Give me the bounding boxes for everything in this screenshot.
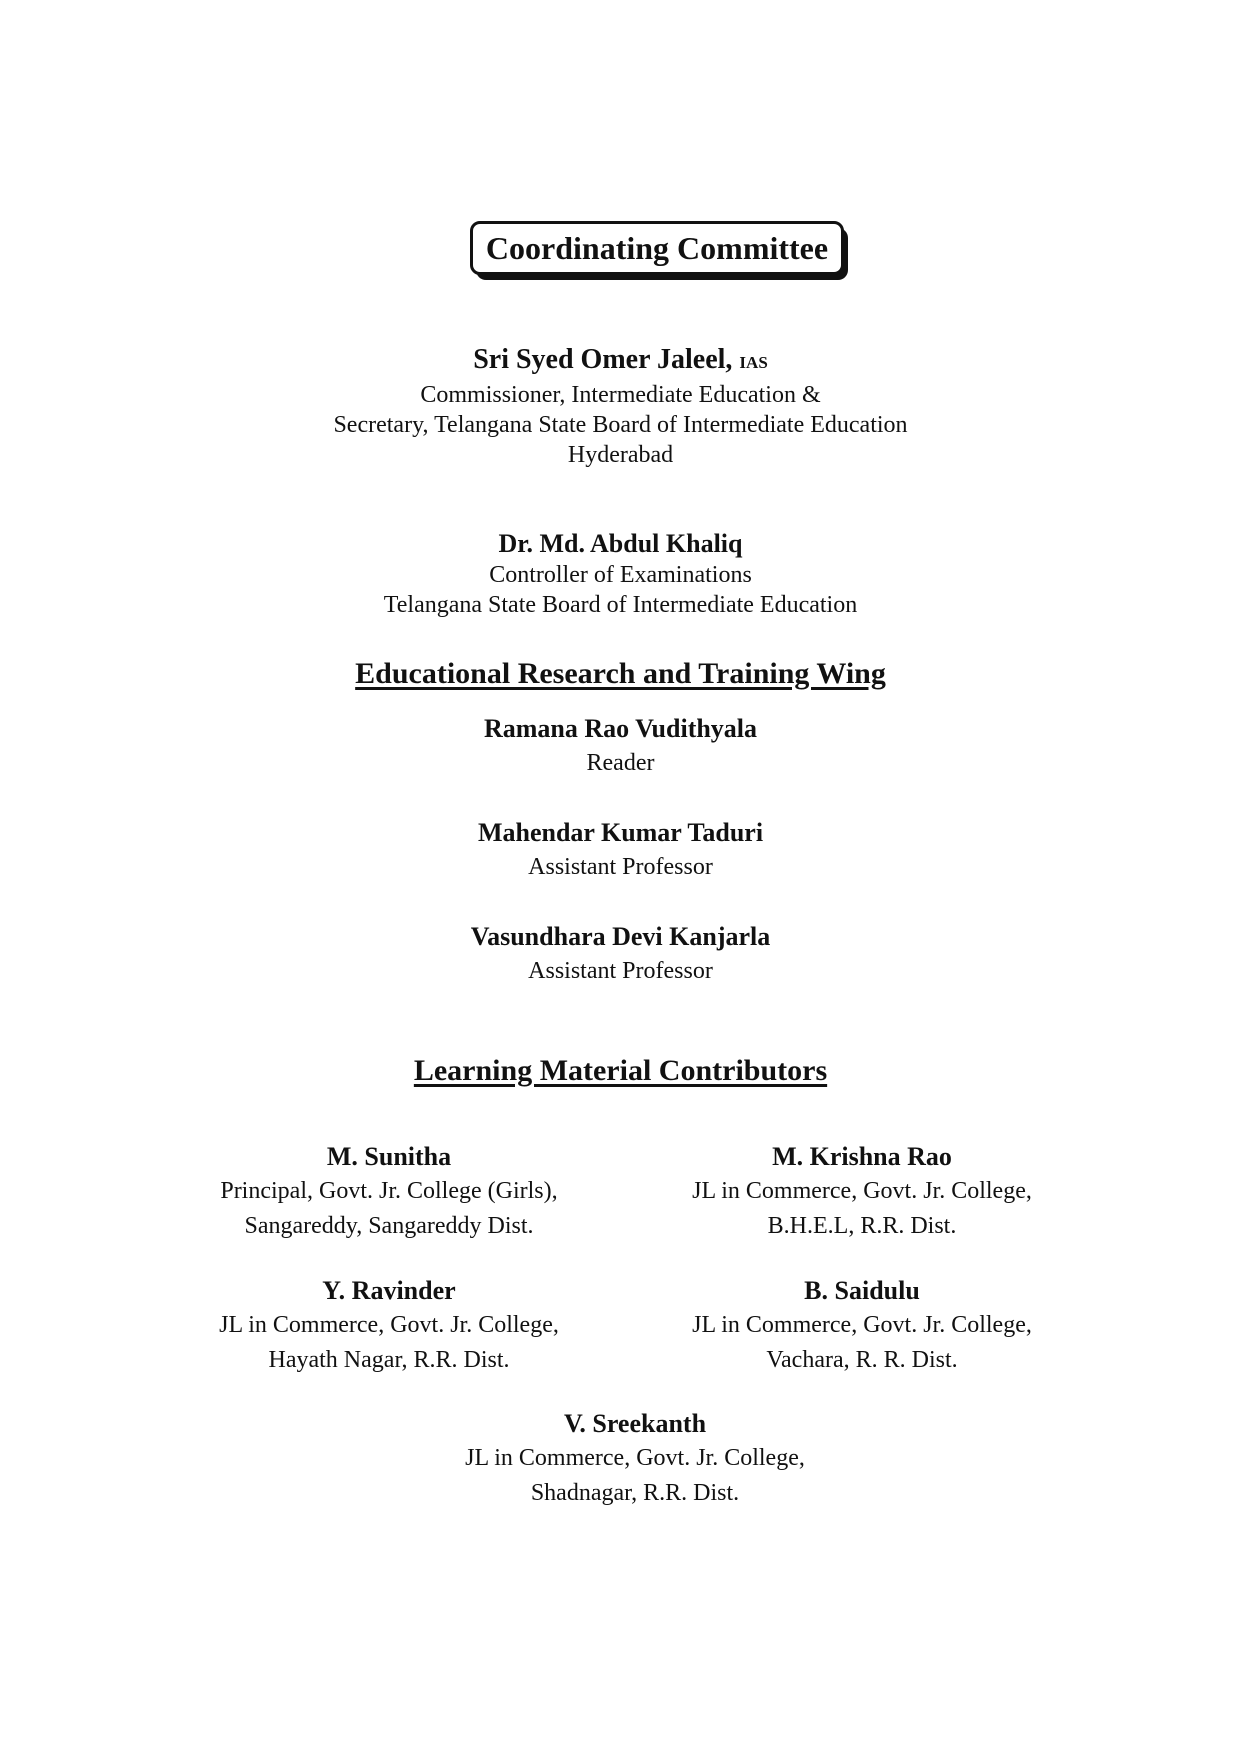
contributor-5 <box>405 1407 865 1511</box>
heading-box <box>470 221 852 283</box>
member-name: Vasundhara Devi Kanjarla <box>470 922 771 951</box>
member-name <box>0 343 1241 380</box>
member-role: Reader <box>586 750 655 776</box>
contributor-line: JL in Commerce, Govt. Jr. College, <box>219 1312 559 1338</box>
member-line: Controller of Examinations <box>489 562 752 588</box>
contributor-name: M. Sunitha <box>326 1142 452 1171</box>
ertw-heading-text: Educational Research and Training Wing <box>355 657 886 690</box>
member-line: Commissioner, Intermediate Education & <box>420 382 821 408</box>
contributor-name: B. Saidulu <box>804 1276 920 1305</box>
member-name-suffix: IAS <box>739 353 768 372</box>
member-line: Telangana State Board of Intermediate Education <box>383 592 858 618</box>
contributor-line: Hayath Nagar, R.R. Dist. <box>268 1347 510 1373</box>
ertw-member-1 <box>0 712 1241 780</box>
contributor-line: JL in Commerce, Govt. Jr. College, <box>692 1178 1032 1204</box>
contributor-name: Y. Ravinder <box>322 1276 456 1305</box>
contributor-line: Sangareddy, Sangareddy Dist. <box>244 1213 534 1239</box>
page-title: Coordinating Committee <box>470 221 844 275</box>
committee-member-2 <box>0 528 1241 620</box>
member-name: Mahendar Kumar Taduri <box>477 818 764 847</box>
contributor-line: JL in Commerce, Govt. Jr. College, <box>465 1445 805 1471</box>
contributor-1 <box>159 1140 619 1244</box>
ertw-member-3 <box>0 920 1241 988</box>
ertw-heading <box>0 656 1241 692</box>
contributor-line: Shadnagar, R.R. Dist. <box>530 1480 740 1506</box>
contributor-4 <box>632 1274 1092 1378</box>
member-name: Dr. Md. Abdul Khaliq <box>498 529 743 558</box>
contributor-name: V. Sreekanth <box>563 1409 707 1438</box>
member-role: Assistant Professor <box>528 958 713 984</box>
member-name-text: Sri Syed Omer Jaleel, <box>473 344 733 375</box>
contributor-2 <box>632 1140 1092 1244</box>
member-line: Secretary, Telangana State Board of Intermediate Education <box>333 412 908 438</box>
contributor-name: M. Krishna Rao <box>772 1142 952 1171</box>
contributor-line: Principal, Govt. Jr. College (Girls), <box>220 1178 558 1204</box>
contributors-heading <box>0 1053 1241 1089</box>
member-role: Assistant Professor <box>528 854 713 880</box>
contributor-3 <box>159 1274 619 1378</box>
ertw-member-2 <box>0 816 1241 884</box>
committee-member-1 <box>0 343 1241 470</box>
member-line: Hyderabad <box>567 442 674 468</box>
contributors-heading-text: Learning Material Contributors <box>413 1054 828 1087</box>
contributor-line: JL in Commerce, Govt. Jr. College, <box>692 1312 1032 1338</box>
contributor-line: B.H.E.L, R.R. Dist. <box>767 1213 957 1239</box>
contributor-line: Vachara, R. R. Dist. <box>766 1347 958 1373</box>
member-name: Ramana Rao Vudithyala <box>483 714 758 743</box>
